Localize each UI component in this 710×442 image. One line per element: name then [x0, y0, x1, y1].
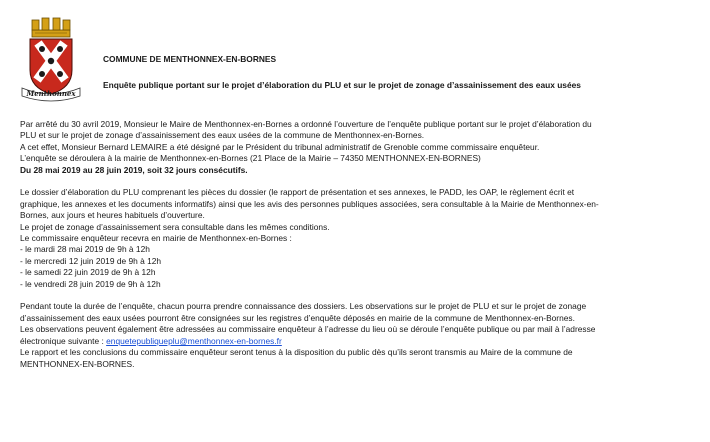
motto-ribbon [22, 88, 80, 101]
dossier-line: Bornes, aux jours et heures habituels d’ouverture. [20, 210, 205, 221]
closing-line: Le rapport et les conclusions du commissaire enquêteur seront tenus à la disposition du public dès qu’ils seront transmis au Maire de la commune de [20, 347, 573, 358]
enquete-subject: Enquête publique portant sur le projet d’élaboration du PLU et sur le projet de zonage d’assainissement des eaux usées [103, 80, 581, 90]
email-line [20, 336, 700, 347]
enquete-dates: Du 28 mai 2019 au 28 juin 2019, soit 32 jours consécutifs. [20, 164, 248, 175]
observations-line: Les observations peuvent également être adressées au commissaire enquêteur à l’adresse du lieu où se déroule l’enquête publique ou par mail à l’adresse [20, 324, 596, 335]
observations-line: Pendant toute la durée de l’enquête, chacun pourra prendre connaissance des dossiers. Les observations sur le projet de PLU et sur le projet de zonage [20, 301, 587, 312]
crown-icon [32, 18, 70, 37]
commune-title: COMMUNE DE MENTHONNEX-EN-BORNES [103, 54, 277, 64]
dossier-line: graphique, les annexes et les documents informatifs) ainsi que les avis des personnes publiques associées, sera consultable à la Mairie de Menthonnex-en- [20, 198, 599, 209]
permanence-item: - le mardi 28 mai 2019 de 9h à 12h [20, 244, 150, 255]
shield-icon [30, 39, 72, 94]
permanence-item: - le vendredi 28 juin 2019 de 9h à 12h [20, 278, 161, 289]
intro-line: Par arrêté du 30 avril 2019, Monsieur le Maire de Menthonnex-en-Bornes a ordonné l’ouverture de l’enquête publique portant sur le projet d’élaboration du [20, 119, 592, 129]
intro-line: A cet effet, Monsieur Bernard LEMAIRE a été désigné par le Président du tribunal administratif de Grenoble comme commissaire enquêteur. [20, 141, 540, 152]
permanence-item: - le samedi 22 juin 2019 de 9h à 12h [20, 267, 156, 278]
svg-text:Menthonnex: Menthonnex [26, 89, 76, 98]
intro-line: PLU et sur le projet de zonage d’assainissement des eaux usées de la commune de Menthonnex-en-Bornes. [20, 130, 425, 141]
dossier-line: Le projet de zonage d’assainissement sera consultable dans les mêmes conditions. [20, 221, 330, 232]
permanence-item: - le mercredi 12 juin 2019 de 9h à 12h [20, 255, 162, 266]
observations-line: d’assainissement des eaux usées pourront être consignées sur les registres d’enquête déposés en mairie de la commune de Menthonnex-en-Bornes. [20, 312, 575, 323]
email-prefix: électronique suivante : [20, 335, 107, 346]
closing-line: MENTHONNEX-EN-BORNES. [20, 358, 135, 369]
notice-body [20, 119, 700, 370]
intro-line: L’enquête se déroulera à la mairie de Menthonnex-en-Bornes (21 Place de la Mairie – 74350 MENTHONNEX-EN-BORNES) [20, 153, 481, 164]
email-link[interactable]: enquetepubliqueplu@menthonnex-en-bornes.fr [106, 335, 282, 346]
paragraph-gap [20, 176, 700, 187]
paragraph-gap [20, 290, 700, 301]
commune-crest-logo [20, 8, 82, 102]
document-header [103, 54, 703, 91]
dossier-line: Le dossier d’élaboration du PLU comprenant les pièces du dossier (le rapport de présentation et ses annexes, le PADD, les OAP, le règlement écrit et [20, 187, 575, 198]
dossier-line: Le commissaire enquêteur recevra en mairie de Menthonnex-en-Bornes : [20, 233, 292, 244]
